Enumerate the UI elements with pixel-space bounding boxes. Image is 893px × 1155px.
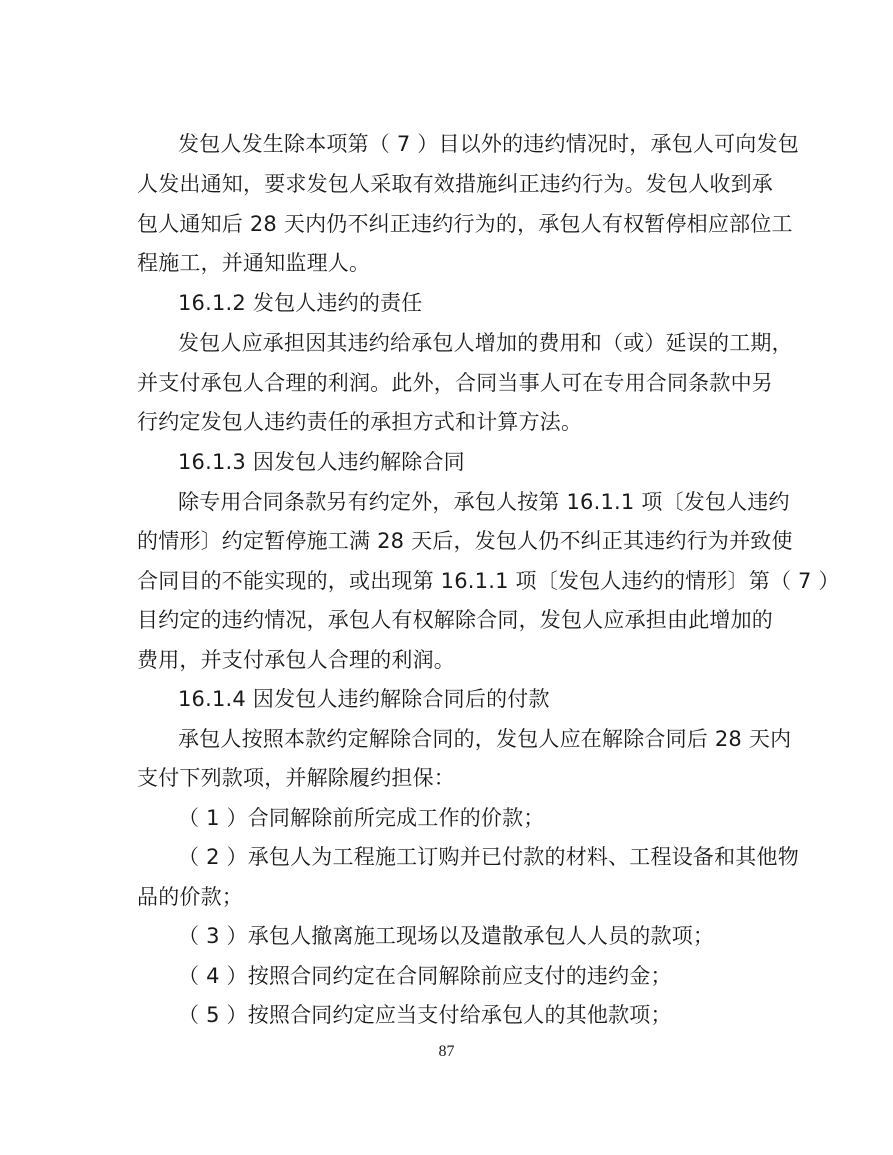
list-item-3: （ 3 ）承包人撤离施工现场以及遣散承包人人员的款项；: [178, 924, 715, 948]
page-number: 87: [438, 1043, 455, 1060]
paragraph-line: 支付下列款项，并解除履约担保：: [137, 766, 455, 790]
paragraph-line: 人发出通知，要求发包人采取有效措施纠正违约行为。发包人收到承: [137, 172, 773, 196]
list-item-2-continued: 品的价款；: [137, 885, 243, 909]
paragraph-line: 除专用合同条款另有约定外，承包人按第 16.1.1 项〔发包人违约: [178, 490, 790, 514]
paragraph-line: 行约定发包人违约责任的承担方式和计算方法。: [137, 410, 583, 434]
list-item-5: （ 5 ）按照合同约定应当支付给承包人的其他款项；: [178, 1003, 672, 1027]
list-item-4: （ 4 ）按照合同约定在合同解除前应支付的违约金；: [178, 964, 672, 988]
list-item-1: （ 1 ）合同解除前所完成工作的价款；: [178, 806, 545, 830]
paragraph-line: 发包人发生除本项第（ 7 ）目以外的违约情况时，承包人可向发包: [178, 132, 799, 156]
section-heading-16-1-3: 16.1.3 因发包人违约解除合同: [178, 450, 465, 474]
paragraph-line: 程施工，并通知监理人。: [137, 251, 371, 275]
paragraph-line: 包人通知后 28 天内仍不纠正违约行为的，承包人有权暂停相应部位工: [137, 212, 793, 236]
paragraph-line: 发包人应承担因其违约给承包人增加的费用和（或）延误的工期，: [178, 331, 793, 355]
paragraph-line: 费用，并支付承包人合理的利润。: [137, 648, 455, 672]
paragraph-line: 合同目的不能实现的，或出现第 16.1.1 项〔发包人违约的情形〕第（ 7 ）: [137, 569, 840, 593]
section-heading-16-1-4: 16.1.4 因发包人违约解除合同后的付款: [178, 687, 550, 711]
section-heading-16-1-2: 16.1.2 发包人违约的责任: [178, 291, 423, 315]
paragraph-line: 目约定的违约情况，承包人有权解除合同，发包人应承担由此增加的: [137, 608, 773, 632]
paragraph-line: 并支付承包人合理的利润。此外，合同当事人可在专用合同条款中另: [137, 371, 773, 395]
paragraph-line: 的情形〕约定暂停施工满 28 天后，发包人仍不纠正其违约行为并致使: [137, 529, 793, 553]
paragraph-line: 承包人按照本款约定解除合同的，发包人应在解除合同后 28 天内: [178, 727, 792, 751]
list-item-2: （ 2 ）承包人为工程施工订购并已付款的材料、工程设备和其他物: [178, 845, 799, 869]
